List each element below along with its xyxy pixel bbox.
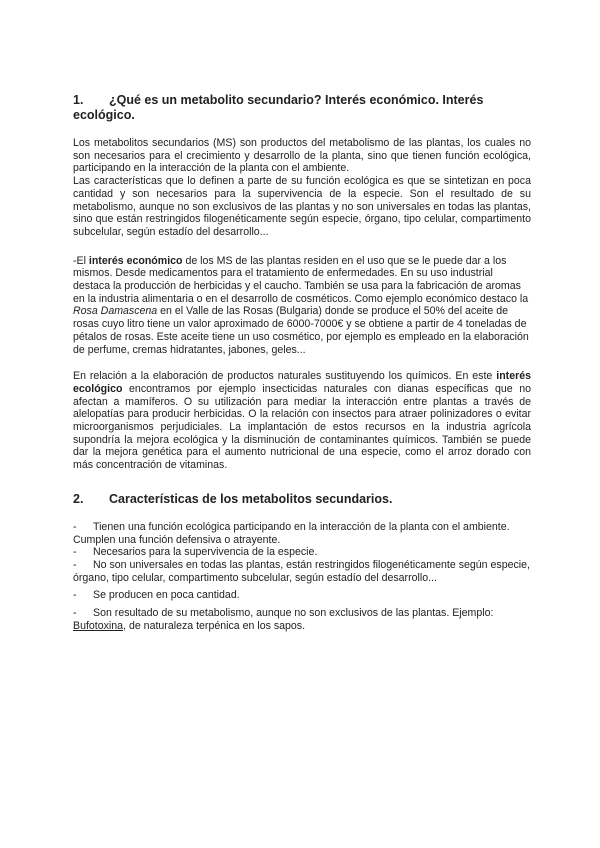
- list-item-text: No son universales en todas las plantas, están restringidos filogenéticamente según especie, órgano, tipo celular, compartimento subcelular, según estadío del desarrollo...: [73, 558, 530, 584]
- list-item: [73, 521, 531, 546]
- list-item-text: Se producen en poca cantidad.: [93, 589, 240, 602]
- paragraph-ms-characteristics: Las características que lo definen a parte de su función ecológica es que se sintetizan en poca cantidad y son necesarios para la supervivencia de la especie. Son el resultado de su metabolismo, aunque no son exclusivos de las plantas y no son universales en todas las plantas, sino que están restringidos filogenéticamente según especie, órgano, tipo celular, compartimento subcelular, según estadío del desarrollo...: [73, 175, 531, 238]
- section-2-heading: [73, 492, 531, 507]
- ecological-interest-term: interés ecológico: [73, 370, 531, 395]
- section-1-number: 1.: [73, 93, 84, 107]
- rosa-damascena-term: Rosa Damascena: [73, 305, 158, 318]
- dash-marker: -: [73, 546, 77, 559]
- paragraph-ecological-interest: [73, 370, 531, 472]
- ecological-text-1: En relación a la elaboración de productos naturales sustituyendo los químicos. En este: [73, 370, 497, 383]
- paragraph-economic-interest: [73, 255, 531, 357]
- dash-marker: -: [73, 607, 77, 620]
- economic-text-1: de los MS de las plantas residen en el uso que se le puede dar a los mismos. Desde medicamentos para el tratamiento de enfermedades. En su uso industrial destaca la producción de herbicidas y el caucho. También se usa para la fabricación de aromas en la industria alimentaria o en el desarrollo de cosméticos. Como ejemplo económico destaco la: [73, 254, 529, 305]
- economic-interest-term: interés económico: [88, 254, 183, 267]
- list-item-text: Son resultado de su metabolismo, aunque no son exclusivos de las plantas. Ejemplo:: [93, 607, 494, 620]
- dash-marker: -: [73, 558, 77, 571]
- paragraph-ms-definition: Los metabolitos secundarios (MS) son productos del metabolismo de las plantas, los cuales no son necesarios para el crecimiento y desarrollo de la planta, sino que tienen función ecológica, participando en la interacción de la planta con el ambiente.: [73, 137, 531, 175]
- list-item-text: Necesarios para la supervivencia de la especie.: [93, 546, 318, 559]
- list-item: [73, 607, 531, 632]
- bufotoxina-link[interactable]: Bufotoxina: [73, 619, 124, 632]
- ecological-text-2: encontramos por ejemplo insecticidas naturales con dianas específicas que no afectan a mamíferos. O su utilización para mediar la interacción entre plantas a través de alelopatías para producir herbicidas. O la relación con insectos para atraer polinizadores o evitar microorganismos perjudiciales. La implantación de estos recursos en la industria agrícola supondría la mejora ecológica y la disminución de contaminantes químicos. También se puede dar la mejora genética para el aumento nutricional de una especie, como el arroz dorado con más concentración de vitaminas.: [73, 382, 531, 472]
- section-2-title: Características de los metabolitos secundarios.: [109, 491, 393, 506]
- list-item-text-rest: , de naturaleza terpénica en los sapos.: [123, 619, 306, 632]
- list-item: [73, 589, 531, 602]
- economic-prefix: -El: [73, 254, 89, 267]
- section-1-heading: [73, 93, 531, 123]
- dash-marker: -: [73, 520, 77, 533]
- list-item: [73, 546, 531, 559]
- section-1-title: ¿Qué es un metabolito secundario? Interés económico. Interés ecológico.: [73, 93, 484, 122]
- economic-text-2: en el Valle de las Rosas (Bulgaria) donde se produce el 50% del aceite de rosas cuyo litro tiene un valor aproximado de 6000-7000€ y se obtiene a partir de 4 toneladas de pétalos de rosas. Este aceite tiene un uso cosmético, por ejemplo es empleado en la elaboración de perfume, cremas hidratantes, jabones, geles...: [73, 305, 529, 356]
- list-item-text: Tienen una función ecológica participando en la interacción de la planta con el ambiente. Cumplen una función defensiva o atrayente.: [73, 520, 510, 546]
- list-item: [73, 559, 531, 584]
- characteristics-list: [73, 521, 531, 633]
- section-2-number: 2.: [73, 491, 84, 506]
- dash-marker: -: [73, 589, 77, 602]
- document-page: [73, 93, 531, 633]
